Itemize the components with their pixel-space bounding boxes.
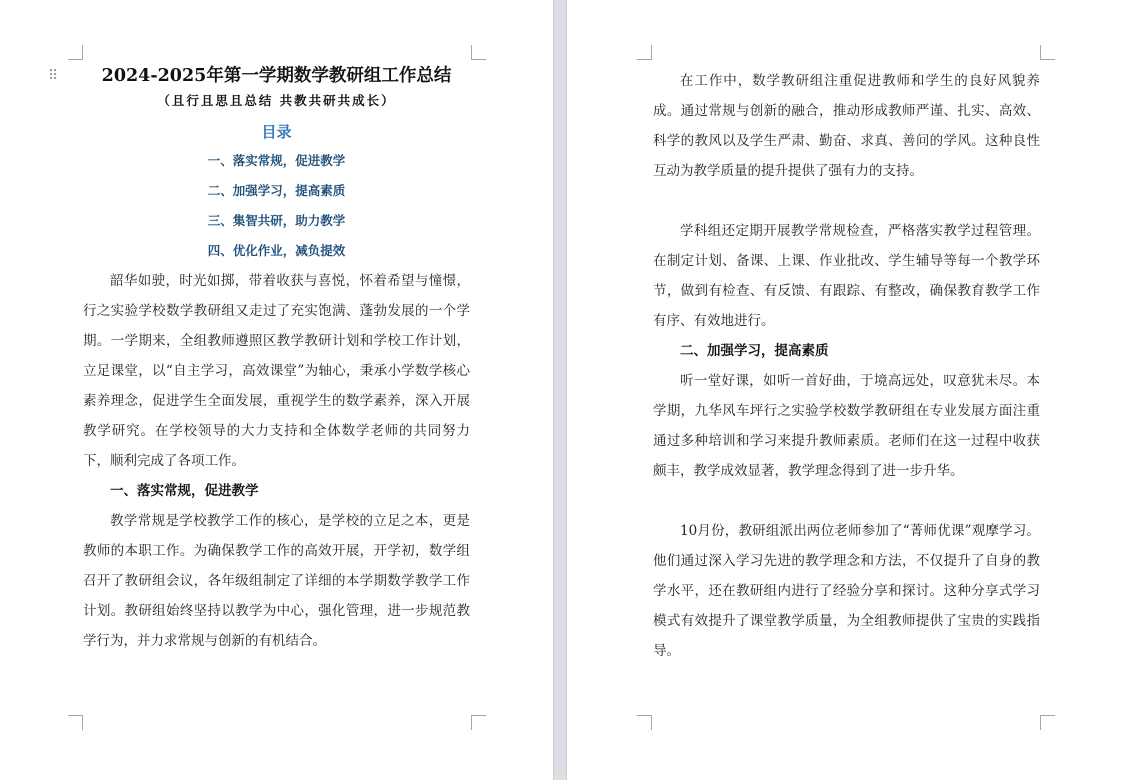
crop-mark-top-right bbox=[1040, 45, 1055, 60]
drag-handle-icon[interactable]: ⠿ bbox=[48, 68, 58, 84]
section-heading-2: 二、加强学习，提高素质 bbox=[680, 343, 829, 359]
right-paragraph-1: 在工作中，数学教研组注重促进教师和学生的良好风貌养成。通过常规与创新的融合，推动形成教师严谨、扎实、高效、科学的教风以及学生严肃、勤奋、求真、善问的学风。这种良性互动为教学质量的提升提供了强有力的支持。 bbox=[653, 73, 1040, 179]
toc-item-1[interactable]: 一、落实常规，促进教学 bbox=[207, 153, 346, 168]
blank-line bbox=[653, 486, 1040, 516]
right-paragraph-4: 10月份，教研组派出两位老师参加了“菁师优课”观摩学习。他们通过深入学习先进的教学理念和方法，不仅提升了自身的教学水平，还在教研组内进行了经验分享和探讨。这种分享式学习模式有效提升了课堂教学质量，为全组教师提供了宝贵的实践指导。 bbox=[653, 523, 1040, 659]
right-page-content bbox=[653, 66, 1040, 666]
intro-paragraph: 韶华如驶，时光如掷，带着收获与喜悦，怀着希望与憧憬，行之实验学校数学教研组又走过了充实饱满、蓬勃发展的一个学期。一学期来，全组教师遵照区教学教研计划和学校工作计划，立足课堂，以“自主学习，高效课堂”为轴心，秉承小学数学核心素养理念，促进学生全面发展，重视学生的数学素养，深入开展教学研究。在学校领导的大力支持和全体数学老师的共同努力下，顺利完成了各项工作。 bbox=[83, 273, 470, 469]
section-1-paragraph: 教学常规是学校教学工作的核心，是学校的立足之本，更是教师的本职工作。为确保教学工作的高效开展，开学初，数学组召开了教研组会议，各年级组制定了详细的本学期数学教学工作计划。教研组始终坚持以教学为中心，强化管理，进一步规范教学行为，并力求常规与创新的有机结合。 bbox=[83, 513, 470, 649]
crop-mark-top-left bbox=[637, 45, 652, 60]
document-page-right bbox=[567, 0, 1122, 780]
right-paragraph-2: 学科组还定期开展教学常规检查，严格落实教学过程管理。在制定计划、备课、上课、作业批改、学生辅导等每一个教学环节，做到有检查、有反馈、有跟踪、有整改，确保教育教学工作有序、有效地进行。 bbox=[653, 223, 1040, 329]
right-paragraph-3: 听一堂好课，如听一首好曲，于境高远处，叹意犹未尽。本学期，九华风车坪行之实验学校数学教研组在专业发展方面注重通过多种培训和学习来提升教师素质。老师们在这一过程中收获颇丰，教学成效显著，教学理念得到了进一步升华。 bbox=[653, 373, 1040, 479]
page-gutter bbox=[553, 0, 567, 780]
toc-item-2[interactable]: 二、加强学习，提高素质 bbox=[207, 183, 346, 198]
document-title: 2024-2025年第一学期数学教研组工作总结 bbox=[101, 66, 452, 86]
crop-mark-bottom-left bbox=[68, 715, 83, 730]
left-page-content bbox=[83, 62, 470, 656]
toc-title: 目录 bbox=[261, 123, 292, 141]
crop-mark-bottom-left bbox=[637, 715, 652, 730]
crop-mark-top-right bbox=[471, 45, 486, 60]
document-page-left bbox=[0, 0, 553, 780]
toc-item-4[interactable]: 四、优化作业，减负提效 bbox=[207, 243, 346, 258]
crop-mark-bottom-right bbox=[1040, 715, 1055, 730]
crop-mark-top-left bbox=[68, 45, 83, 60]
toc-item-3[interactable]: 三、集智共研，助力教学 bbox=[207, 213, 346, 228]
document-subtitle: （且行且思且总结 共教共研共成长） bbox=[157, 93, 396, 108]
blank-line bbox=[653, 186, 1040, 216]
section-heading-1: 一、落实常规，促进教学 bbox=[110, 483, 259, 499]
crop-mark-bottom-right bbox=[471, 715, 486, 730]
